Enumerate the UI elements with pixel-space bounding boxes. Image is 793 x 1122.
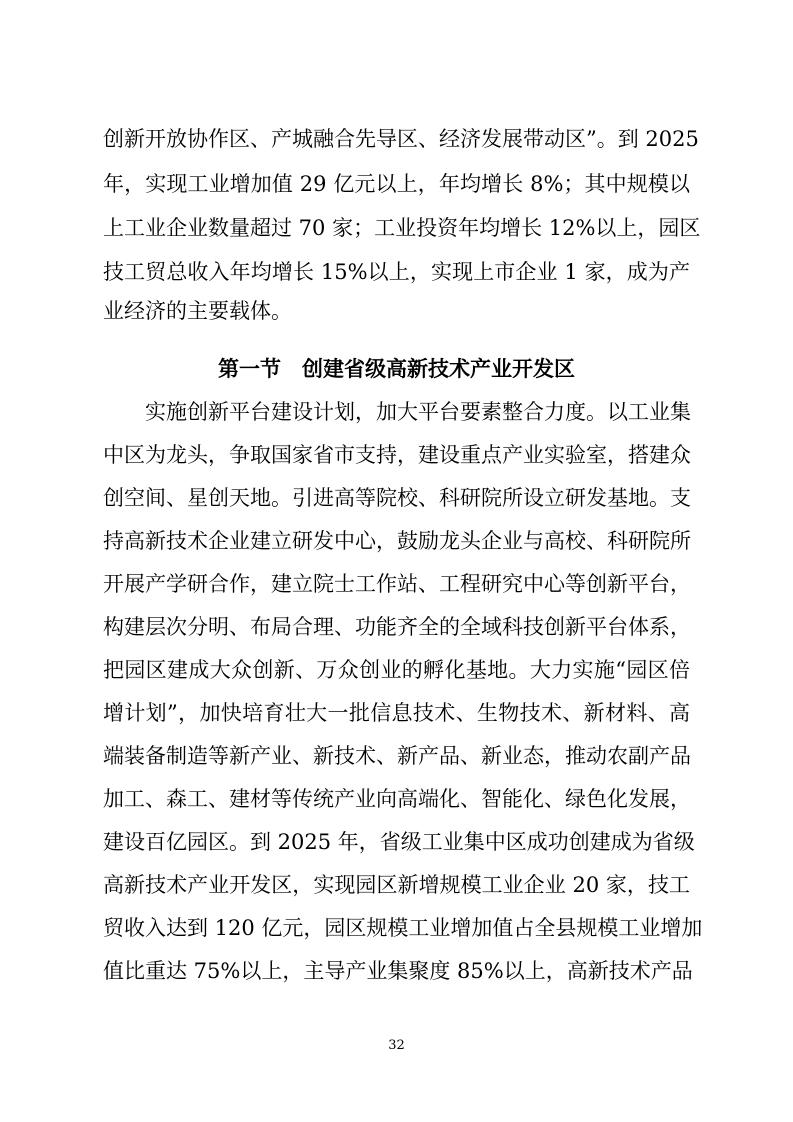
text-line: 创新开放协作区、产城融合先导区、经济发展带动区”。到 2025 xyxy=(103,127,699,151)
text-line: 开展产学研合作，建立院士工作站、工程研究中心等创新平台， xyxy=(103,572,691,596)
text-line: 技工贸总收入年均增长 15%以上，实现上市企业 1 家，成为产 xyxy=(103,260,690,284)
text-line: 业经济的主要载体。 xyxy=(103,299,292,323)
text-line: 贸收入达到 120 亿元，园区规模工业增加值占全县规模工业增加 xyxy=(103,916,703,940)
text-line: 年，实现工业增加值 29 亿元以上，年均增长 8%；其中规模以 xyxy=(103,172,690,196)
text-line: 创空间、星创天地。引进高等院校、科研院所设立研发基地。支 xyxy=(103,486,691,510)
text-line: 持高新技术企业建立研发中心，鼓励龙头企业与高校、科研院所 xyxy=(103,529,691,553)
text-line: 中区为龙头，争取国家省市支持，建设重点产业实验室，搭建众 xyxy=(103,443,691,467)
page-number: 32 xyxy=(388,1038,405,1053)
text-line: 实施创新平台建设计划，加大平台要素整合力度。以工业集 xyxy=(103,400,691,424)
text-line: 值比重达 75%以上，主导产业集聚度 85%以上，高新技术产品 xyxy=(103,959,693,983)
text-line: 建设百亿园区。到 2025 年，省级工业集中区成功创建成为省级 xyxy=(103,830,695,854)
text-line: 增计划”，加快培育壮大一批信息技术、生物技术、新材料、高 xyxy=(103,701,690,725)
section-heading: 第一节 创建省级高新技术产业开发区 xyxy=(218,357,575,381)
text-line: 端装备制造等新产业、新技术、新产品、新业态，推动农副产品 xyxy=(103,744,691,768)
text-line: 高新技术产业开发区，实现园区新增规模工业企业 20 家，技工 xyxy=(103,873,690,897)
text-line: 把园区建成大众创新、万众创业的孵化基地。大力实施“园区倍 xyxy=(103,658,690,682)
text-line: 加工、森工、建材等传统产业向高端化、智能化、绿色化发展， xyxy=(103,787,691,811)
text-line: 上工业企业数量超过 70 家；工业投资年均增长 12%以上，园区 xyxy=(103,216,701,240)
text-line: 构建层次分明、布局合理、功能齐全的全域科技创新平台体系， xyxy=(103,615,691,639)
